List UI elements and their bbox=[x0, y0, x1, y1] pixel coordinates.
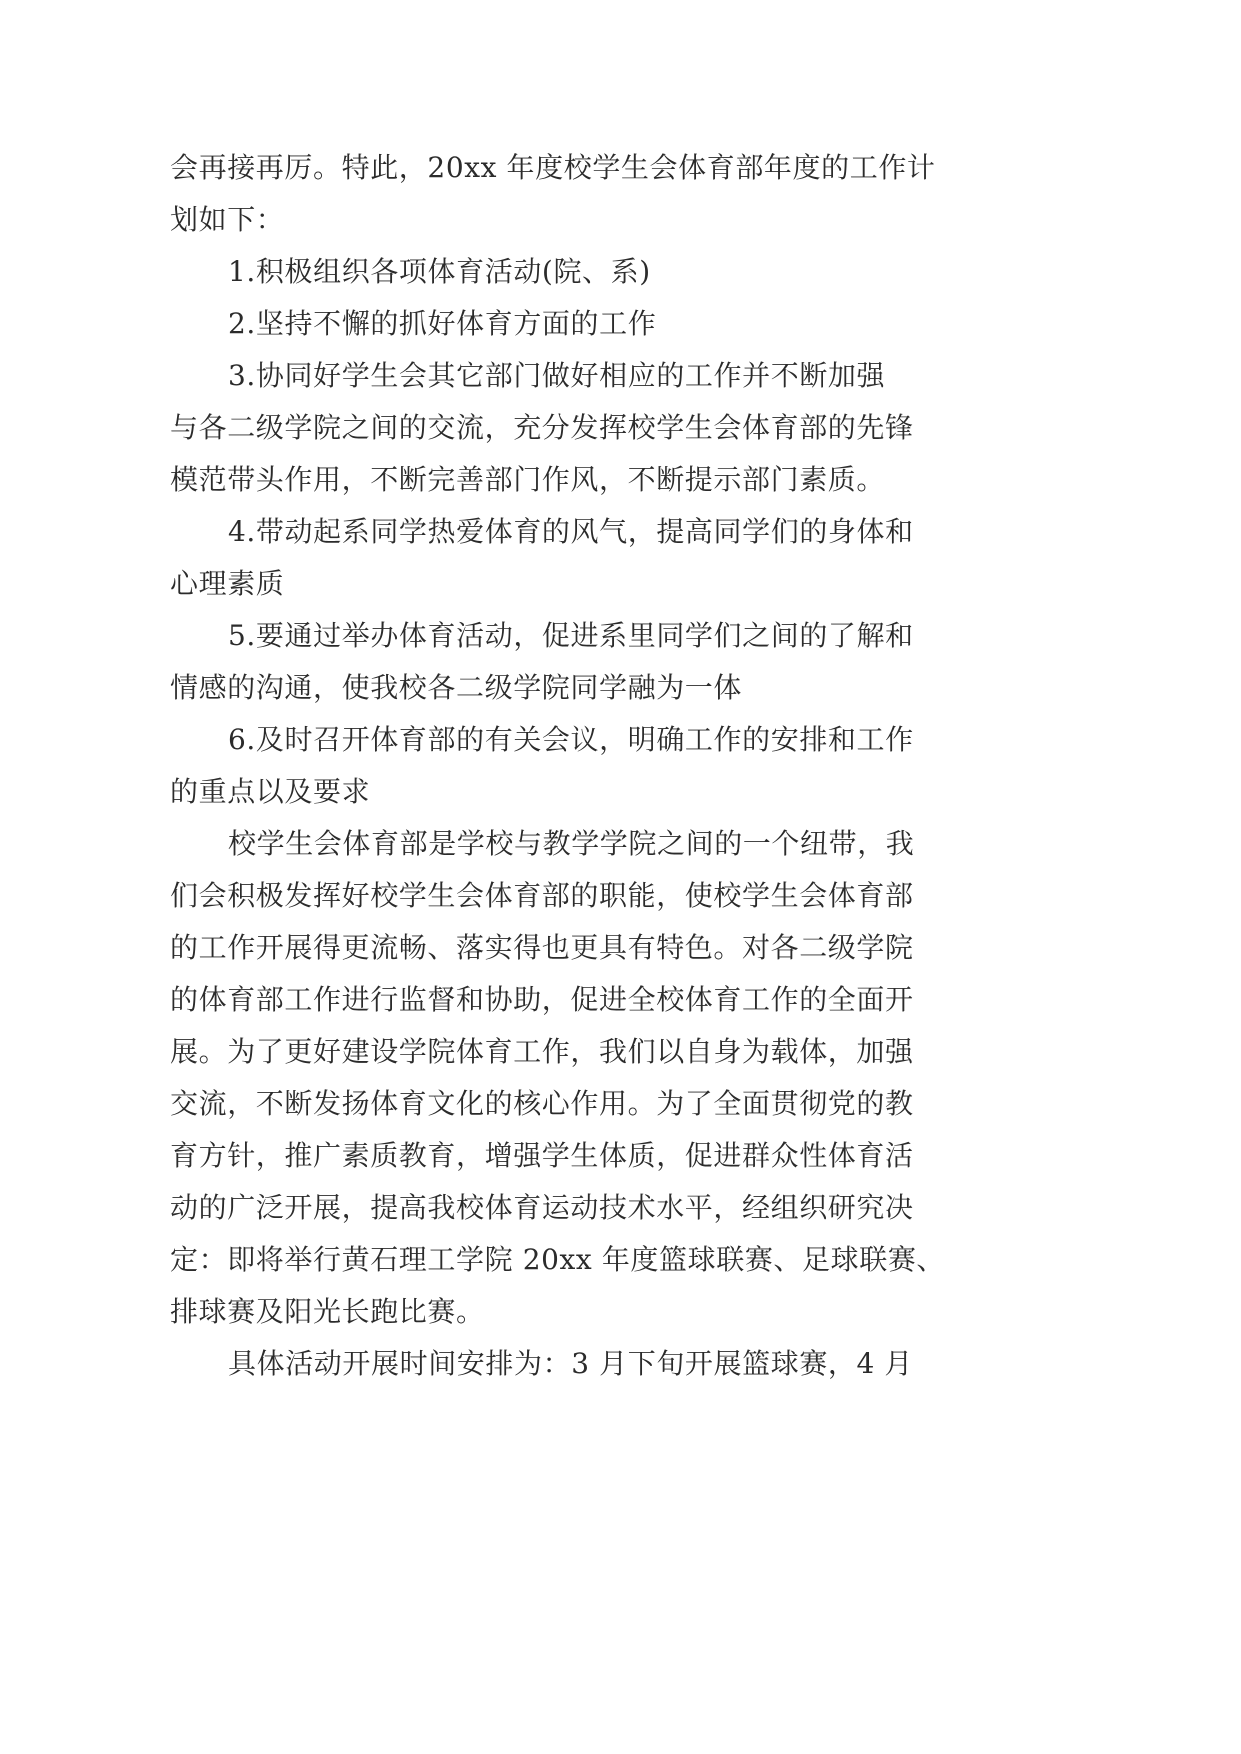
text-line: 展。为了更好建设学院体育工作，我们以自身为载体，加强 bbox=[170, 1035, 914, 1068]
list-item: 1.积极组织各项体育活动(院、系) bbox=[228, 255, 651, 288]
text-line: 会再接再厉。特此，20xx 年度校学生会体育部年度的工作计 bbox=[170, 151, 936, 184]
text-line: 与各二级学院之间的交流，充分发挥校学生会体育部的先锋 bbox=[170, 411, 914, 444]
list-item: 5.要通过举办体育活动，促进系里同学们之间的了解和 bbox=[228, 619, 914, 652]
text-line: 的工作开展得更流畅、落实得也更具有特色。对各二级学院 bbox=[170, 931, 914, 964]
text-line: 排球赛及阳光长跑比赛。 bbox=[170, 1295, 485, 1328]
list-item: 3.协同好学生会其它部门做好相应的工作并不断加强 bbox=[228, 359, 886, 392]
text-line: 的重点以及要求 bbox=[170, 775, 371, 808]
text-line: 模范带头作用，不断完善部门作风，不断提示部门素质。 bbox=[170, 463, 886, 496]
list-item: 2.坚持不懈的抓好体育方面的工作 bbox=[228, 307, 657, 340]
text-line: 情感的沟通，使我校各二级学院同学融为一体 bbox=[170, 671, 743, 704]
list-item: 4.带动起系同学热爱体育的风气，提高同学们的身体和 bbox=[228, 515, 914, 548]
paragraph-start: 校学生会体育部是学校与教学学院之间的一个纽带，我 bbox=[228, 827, 915, 860]
text-line: 定：即将举行黄石理工学院 20xx 年度篮球联赛、足球联赛、 bbox=[170, 1243, 946, 1276]
text-line: 的体育部工作进行监督和协助，促进全校体育工作的全面开 bbox=[170, 983, 914, 1016]
text-line: 交流，不断发扬体育文化的核心作用。为了全面贯彻党的教 bbox=[170, 1087, 914, 1120]
paragraph-start: 具体活动开展时间安排为：3 月下旬开展篮球赛，4 月 bbox=[228, 1347, 914, 1380]
list-item: 6.及时召开体育部的有关会议，明确工作的安排和工作 bbox=[228, 723, 914, 756]
text-line: 划如下： bbox=[170, 203, 285, 236]
document-body bbox=[170, 142, 970, 1390]
text-line: 育方针，推广素质教育，增强学生体质，促进群众性体育活 bbox=[170, 1139, 914, 1172]
text-line: 们会积极发挥好校学生会体育部的职能，使校学生会体育部 bbox=[170, 879, 914, 912]
text-line: 动的广泛开展，提高我校体育运动技术水平，经组织研究决 bbox=[170, 1191, 914, 1224]
text-line: 心理素质 bbox=[170, 567, 285, 600]
